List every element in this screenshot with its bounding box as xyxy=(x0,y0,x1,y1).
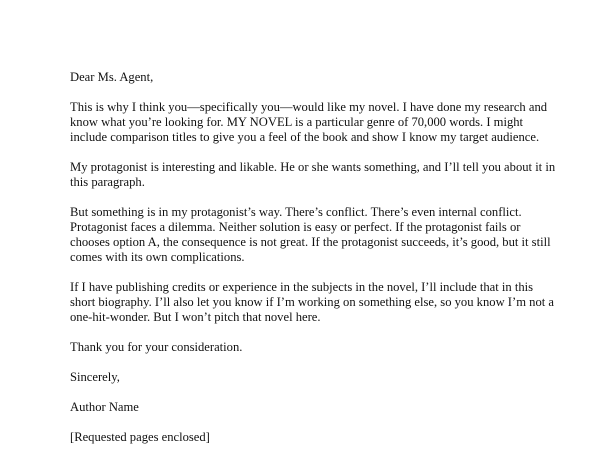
text-line: this paragraph. xyxy=(70,175,145,189)
salutation xyxy=(70,70,555,85)
signature xyxy=(70,400,555,415)
text-line: My protagonist is interesting and likable. He or she wants something, and I’ll tell you about it in xyxy=(70,160,556,174)
text-line: But something is in my protagonist’s way. There’s conflict. There’s even internal conflict. xyxy=(70,205,522,219)
text-line: comes with its own complications. xyxy=(70,250,245,264)
enclosure-text: [Requested pages enclosed] xyxy=(70,430,210,444)
salutation-text: Dear Ms. Agent, xyxy=(70,70,154,84)
paragraph-intro xyxy=(70,100,555,145)
text-line: short biography. I’ll also let you know if I’m working on something else, so you know I’m not a xyxy=(70,295,554,309)
thanks-line xyxy=(70,340,555,355)
text-line: include comparison titles to give you a feel of the book and show I know my target audience. xyxy=(70,130,540,144)
thanks-text: Thank you for your consideration. xyxy=(70,340,243,354)
paragraph-protagonist xyxy=(70,160,555,190)
text-line: This is why I think you—specifically you—would like my novel. I have done my research and xyxy=(70,100,548,114)
signature-text: Author Name xyxy=(70,400,139,414)
text-line: If I have publishing credits or experience in the subjects in the novel, I’ll include that in this xyxy=(70,280,534,294)
paragraph-conflict xyxy=(70,205,555,265)
text-line: one-hit-wonder. But I won’t pitch that novel here. xyxy=(70,310,321,324)
query-letter xyxy=(70,70,555,460)
text-line: know what you’re looking for. MY NOVEL is a particular genre of 70,000 words. I might xyxy=(70,115,524,129)
closing-text: Sincerely, xyxy=(70,370,120,384)
closing xyxy=(70,370,555,385)
text-line: Protagonist faces a dilemma. Neither solution is easy or perfect. If the protagonist fails or xyxy=(70,220,521,234)
text-line: chooses option A, the consequence is not great. If the protagonist succeeds, it’s good, but it still xyxy=(70,235,551,249)
enclosure-note xyxy=(70,430,555,445)
paragraph-biography xyxy=(70,280,555,325)
